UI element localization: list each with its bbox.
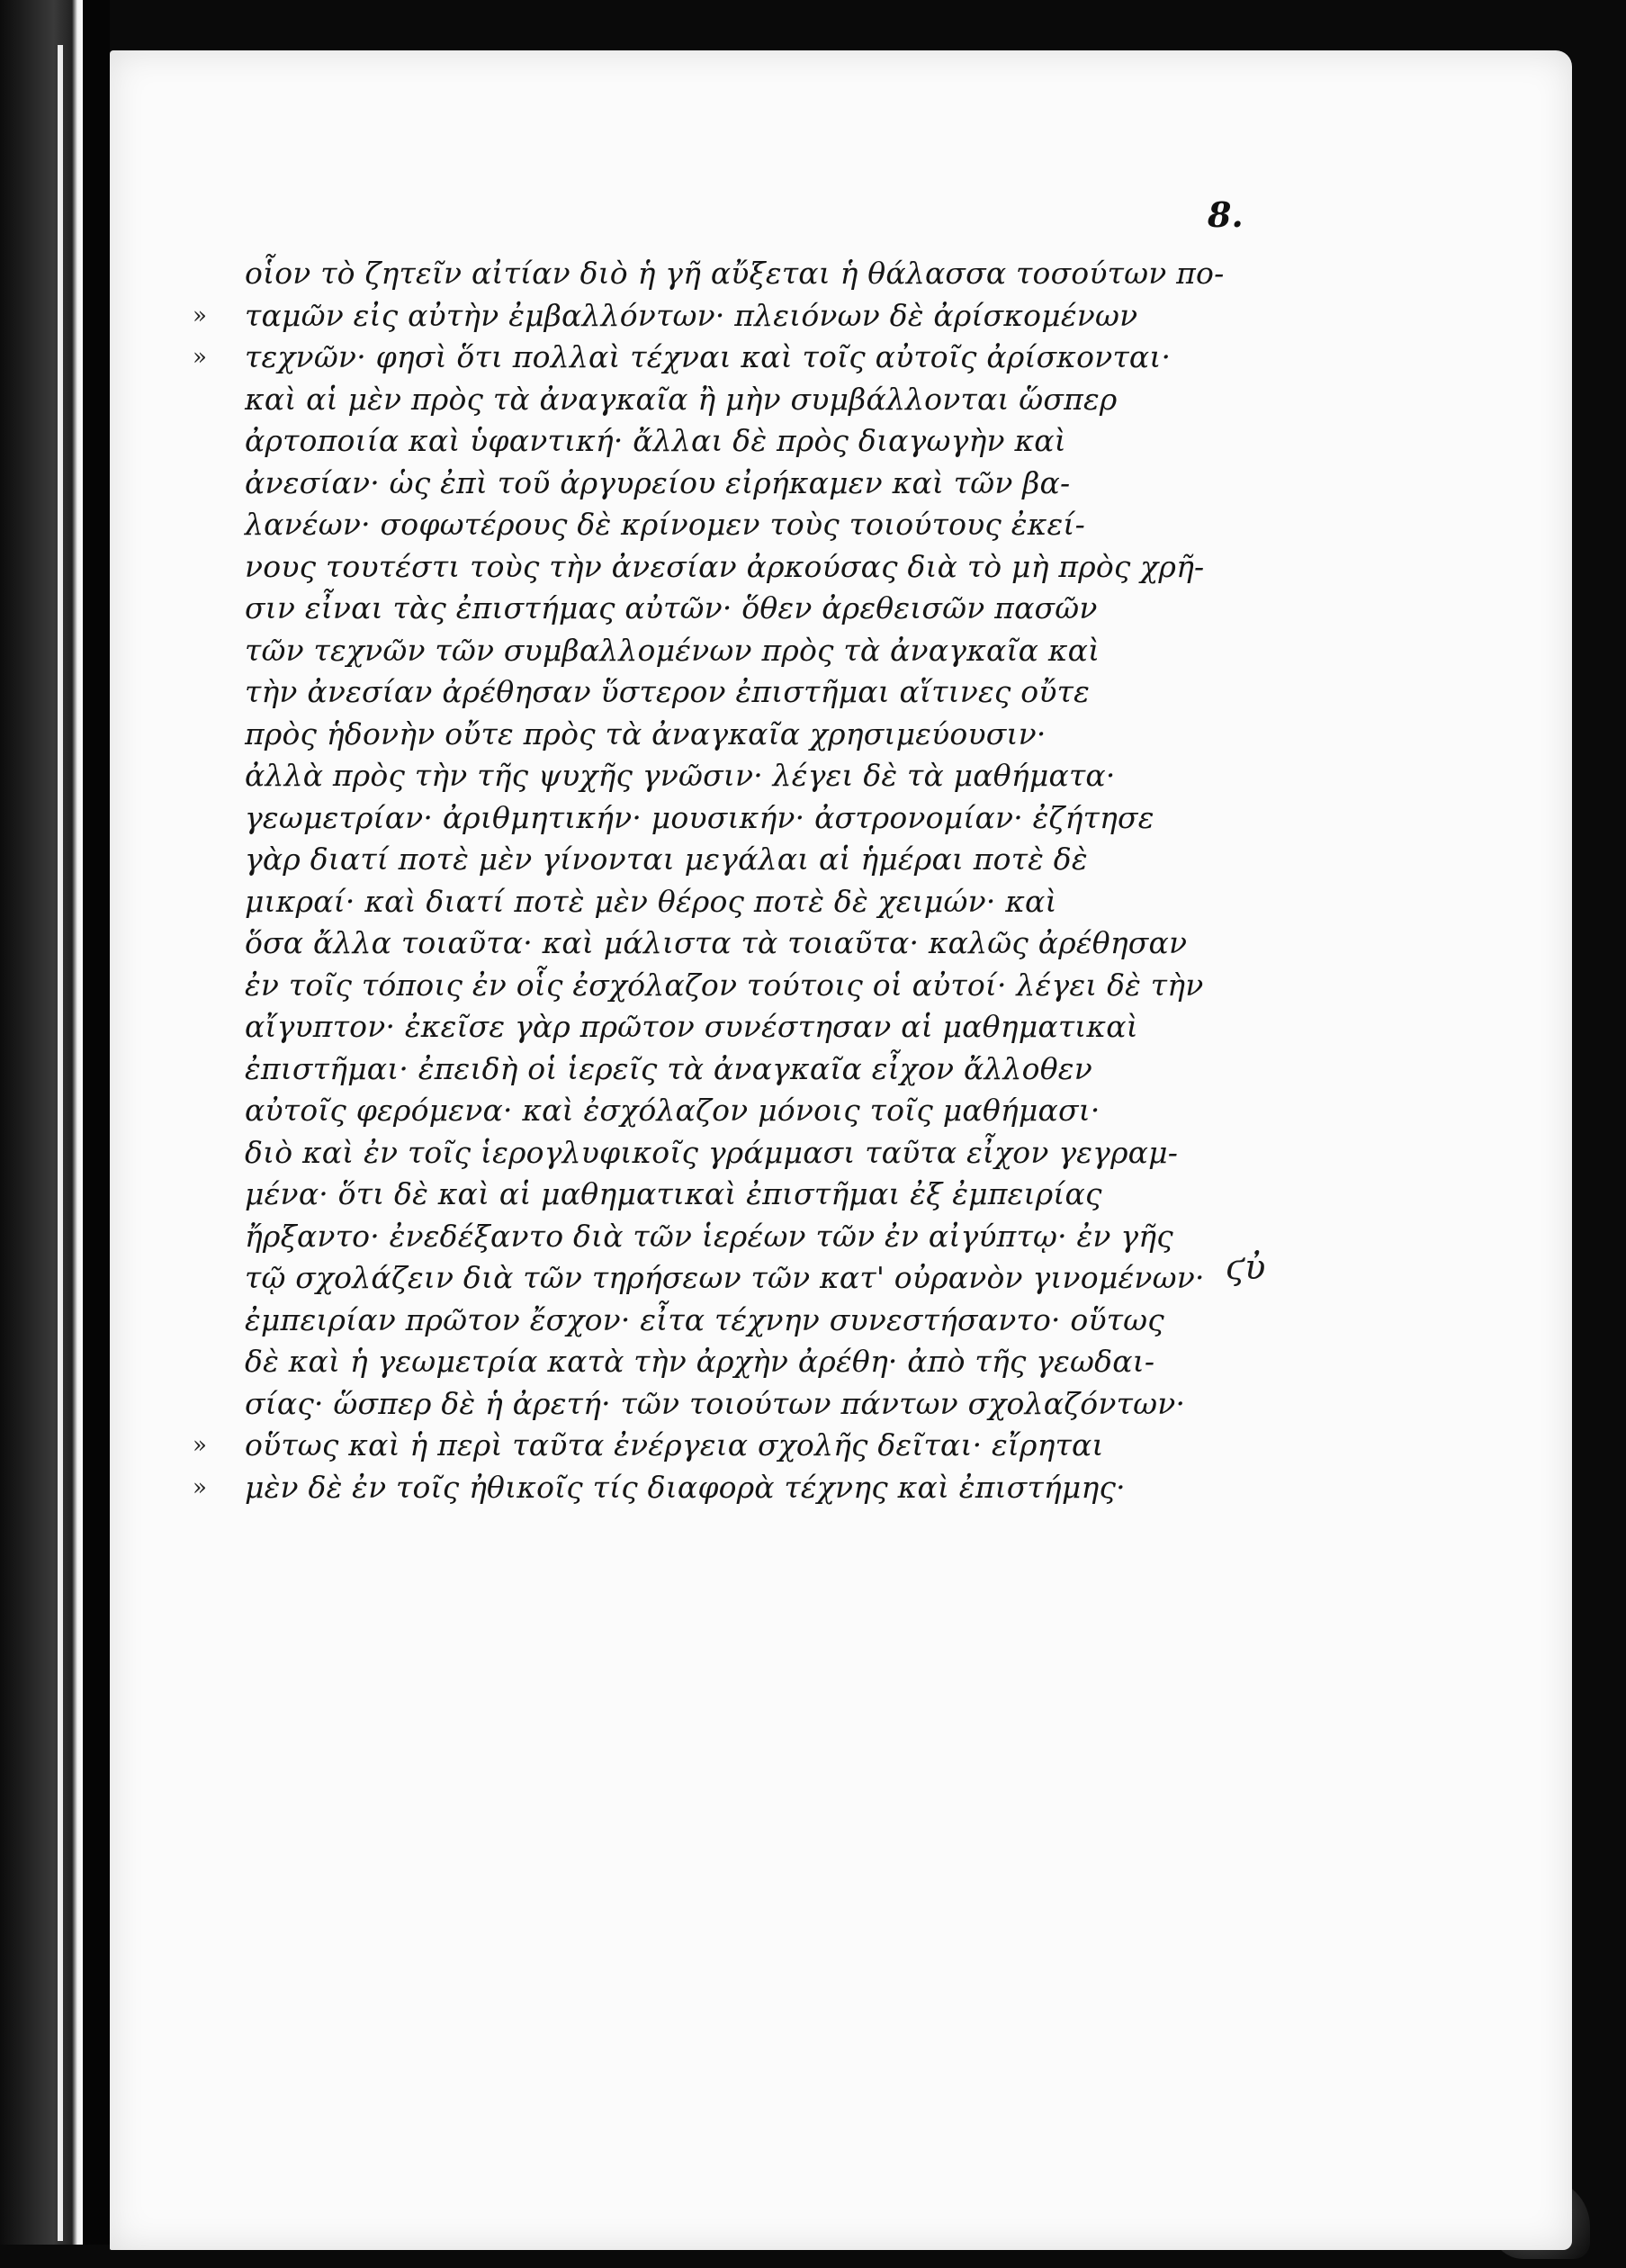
manuscript-line — [245, 671, 1244, 714]
manuscript-line-text: σίας· ὥσπερ δὲ ἡ ἀρετή· τῶν τοιούτων πάντων σχολαζόντων· — [245, 1385, 1186, 1421]
manuscript-text-block — [193, 253, 1244, 1508]
manuscript-line-text: νους τουτέστι τοὺς τὴν ἀνεσίαν ἀρκούσας διὰ τὸ μὴ πρὸς χρῆ- — [245, 548, 1205, 584]
manuscript-line — [245, 630, 1244, 672]
manuscript-line-text: ταμῶν εἰς αὐτὴν ἐμβαλλόντων· πλειόνων δὲ ἀρίσκομένων — [245, 297, 1138, 333]
manuscript-line — [245, 1383, 1244, 1426]
manuscript-line — [245, 1006, 1244, 1048]
manuscript-line — [245, 1048, 1244, 1091]
margin-quote-mark: » — [193, 302, 208, 329]
manuscript-line-text: διὸ καὶ ἐν τοῖς ἱερογλυφικοῖς γράμμασι ταῦτα εἶχον γεγραμ- — [245, 1134, 1179, 1170]
manuscript-line — [245, 463, 1244, 505]
margin-quote-mark: » — [193, 344, 208, 371]
manuscript-line — [245, 379, 1244, 421]
manuscript-line — [193, 295, 1244, 338]
manuscript-line-text: μικραί· καὶ διατί ποτὲ μὲν θέρος ποτὲ δὲ χειμών· καὶ — [245, 883, 1057, 919]
manuscript-line — [245, 965, 1244, 1007]
manuscript-line — [245, 1090, 1244, 1132]
manuscript-line-text: τῶν τεχνῶν τῶν συμβαλλομένων πρὸς τὰ ἀναγκαῖα καὶ — [245, 632, 1100, 668]
manuscript-line — [245, 1216, 1244, 1258]
manuscript-line-text: λανέων· σοφωτέρους δὲ κρίνομεν τοὺς τοιούτους ἐκεί- — [245, 507, 1085, 542]
manuscript-line-text: ἀλλὰ πρὸς τὴν τῆς ψυχῆς γνῶσιν· λέγει δὲ τὰ μαθήματα· — [245, 758, 1116, 793]
manuscript-line-text: σιν εἶναι τὰς ἐπιστήμας αὐτῶν· ὅθεν ἀρεθεισῶν πασῶν — [245, 590, 1098, 626]
manuscript-line — [245, 1174, 1244, 1216]
manuscript-line-text: αὐτοῖς φερόμενα· καὶ ἐσχόλαζον μόνοις τοῖς μαθήμασι· — [245, 1093, 1100, 1128]
manuscript-line-text: τεχνῶν· φησὶ ὅτι πολλαὶ τέχναι καὶ τοῖς αὐτοῖς ἀρίσκονται· — [245, 339, 1172, 374]
manuscript-line-text: γὰρ διατί ποτὲ μὲν γίνονται μεγάλαι αἱ ἡμέραι ποτὲ δὲ — [245, 842, 1088, 877]
manuscript-line-text: ἐμπειρίαν πρῶτον ἔσχον· εἶτα τέχνην συνεστήσαντο· οὕτως — [245, 1301, 1164, 1337]
manuscript-line-text: καὶ αἱ μὲν πρὸς τὰ ἀναγκαῖα ἢ μὴν συμβάλλονται ὥσπερ — [245, 381, 1118, 417]
manuscript-line-text: ἤρξαντο· ἐνεδέξαντο διὰ τῶν ἱερέων τῶν ἐν αἰγύπτῳ· ἐν γῆς — [245, 1218, 1173, 1254]
manuscript-line — [245, 839, 1244, 881]
manuscript-line-text: οὕτως καὶ ἡ περὶ ταῦτα ἐνέργεια σχολῆς δεῖται· εἴρηται — [245, 1427, 1104, 1462]
manuscript-line-text: δὲ καὶ ἡ γεωμετρία κατὰ τὴν ἀρχὴν ἀρέθη· ἀπὸ τῆς γεωδαι- — [245, 1344, 1155, 1379]
previous-page-line — [58, 45, 63, 2241]
manuscript-line — [193, 1467, 1244, 1509]
manuscript-line — [245, 253, 1244, 295]
manuscript-line — [245, 1132, 1244, 1174]
binding-gutter — [83, 0, 110, 2268]
manuscript-line-text: μὲν δὲ ἐν τοῖς ἠθικοῖς τίς διαφορὰ τέχνης καὶ ἐπιστήμης· — [245, 1469, 1126, 1505]
manuscript-line-text: ἐν τοῖς τόποις ἐν οἷς ἐσχόλαζον τούτοις οἱ αὐτοί· λέγει δὲ τὴν — [245, 967, 1204, 1003]
scan-background-right — [1563, 0, 1626, 2268]
manuscript-line — [245, 714, 1244, 756]
previous-page-edge — [0, 0, 83, 2268]
margin-note: ϛὐ — [1226, 1247, 1266, 1287]
manuscript-line-text: οἷον τὸ ζητεῖν αἰτίαν διὸ ἡ γῆ αὔξεται ἡ θάλασσα τοσούτων πο- — [245, 256, 1225, 291]
manuscript-line — [193, 1425, 1244, 1467]
manuscript-line — [245, 546, 1244, 589]
manuscript-line-text: γεωμετρίαν· ἀριθμητικήν· μουσικήν· ἀστρονομίαν· ἐζήτησε — [245, 799, 1154, 835]
manuscript-line — [245, 881, 1244, 923]
manuscript-line-text: ἀρτοποιία καὶ ὑφαντική· ἄλλαι δὲ πρὸς διαγωγὴν καὶ — [245, 423, 1066, 458]
manuscript-line — [193, 337, 1244, 379]
manuscript-line-text: αἴγυπτον· ἐκεῖσε γὰρ πρῶτον συνέστησαν αἱ μαθηματικαὶ — [245, 1009, 1138, 1044]
scan-background-top — [110, 0, 1626, 56]
manuscript-line-text: ἀνεσίαν· ὡς ἐπὶ τοῦ ἀργυρείου εἰρήκαμεν καὶ τῶν βα- — [245, 464, 1071, 500]
manuscript-line — [245, 1257, 1244, 1300]
manuscript-folio — [110, 50, 1572, 2250]
manuscript-line — [245, 420, 1244, 463]
manuscript-line — [245, 588, 1244, 630]
folio-number: 8. — [1208, 194, 1244, 235]
manuscript-line-text: τῷ σχολάζειν διὰ τῶν τηρήσεων τῶν κατ' οὐρανὸν γινομένων· — [245, 1260, 1205, 1295]
manuscript-line — [245, 922, 1244, 965]
manuscript-line-text: τὴν ἀνεσίαν ἀρέθησαν ὕστερον ἐπιστῆμαι αἵτινες οὔτε — [245, 674, 1091, 709]
margin-quote-mark: » — [193, 1432, 208, 1459]
manuscript-line-text: μένα· ὅτι δὲ καὶ αἱ μαθηματικαὶ ἐπιστῆμαι ἐξ ἐμπειρίας — [245, 1176, 1102, 1211]
manuscript-line — [245, 1341, 1244, 1383]
manuscript-line-text: πρὸς ἡδονὴν οὔτε πρὸς τὰ ἀναγκαῖα χρησιμεύουσιν· — [245, 716, 1047, 752]
manuscript-line — [245, 755, 1244, 797]
margin-quote-mark: » — [193, 1473, 208, 1501]
manuscript-line — [245, 797, 1244, 840]
manuscript-line — [245, 504, 1244, 546]
manuscript-line-text: ὅσα ἄλλα τοιαῦτα· καὶ μάλιστα τὰ τοιαῦτα· καλῶς ἀρέθησαν — [245, 925, 1188, 960]
manuscript-line-text: ἐπιστῆμαι· ἐπειδὴ οἱ ἱερεῖς τὰ ἀναγκαῖα εἶχον ἄλλοθεν — [245, 1050, 1092, 1086]
manuscript-line — [245, 1300, 1244, 1342]
